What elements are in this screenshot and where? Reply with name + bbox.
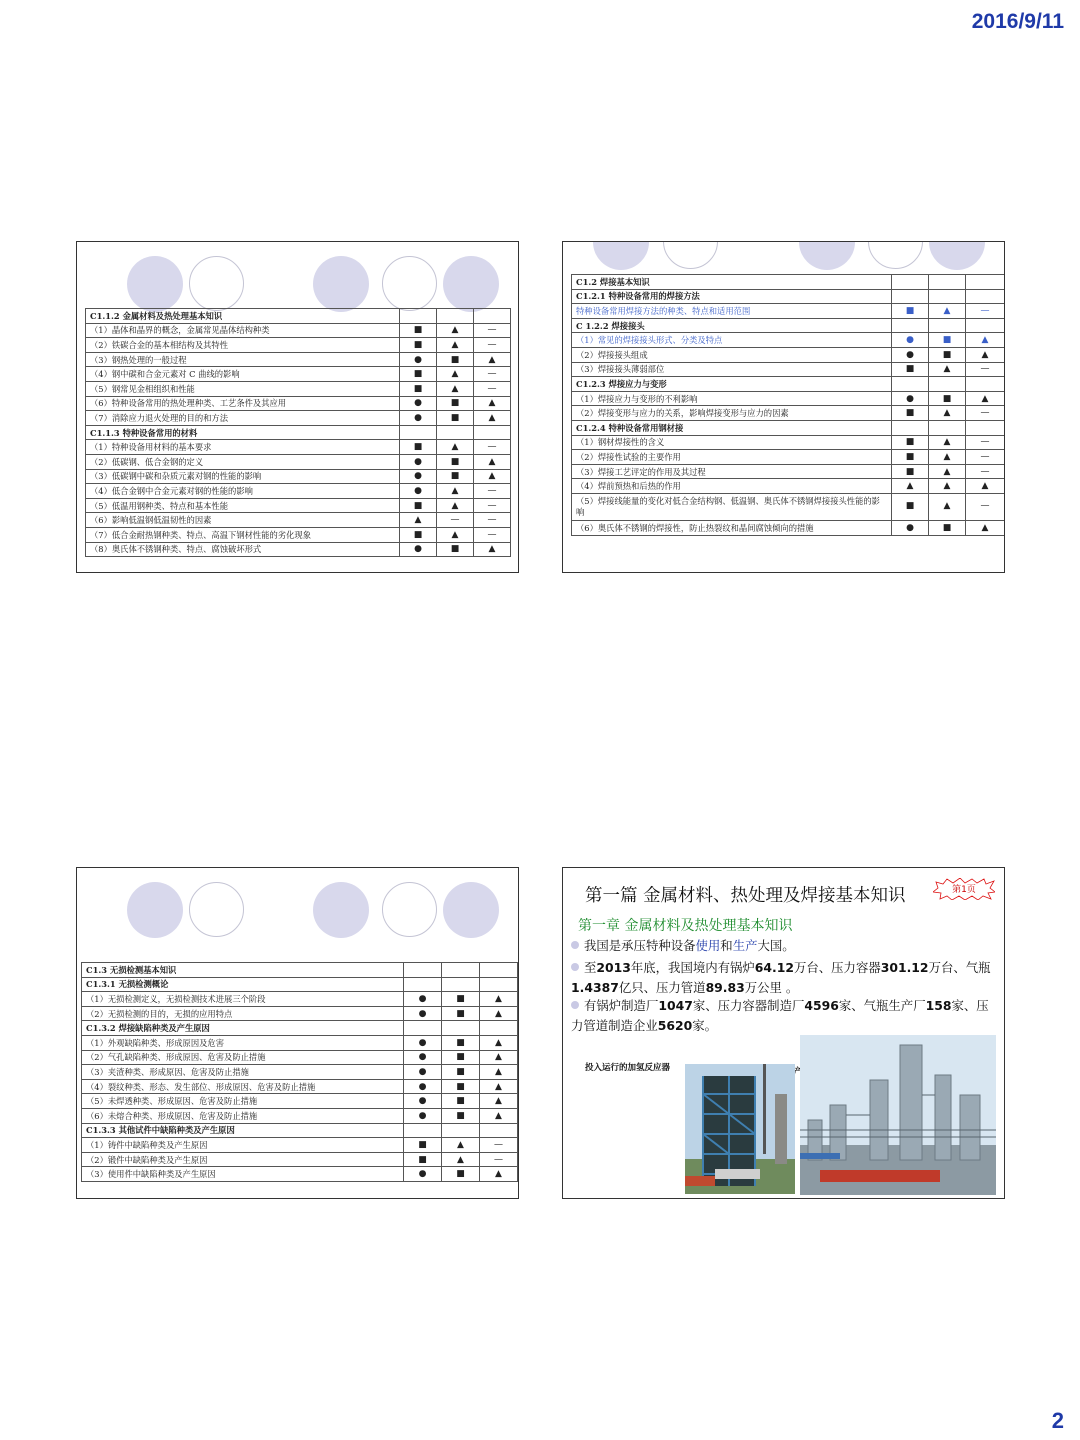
- requirement-level-cell: ▲: [929, 450, 966, 465]
- table-row: [82, 1108, 518, 1123]
- requirement-level-cell: ■: [437, 411, 474, 426]
- requirement-level-cell: ●: [400, 411, 437, 426]
- requirement-level-cell: [442, 1123, 480, 1138]
- bullet-2: 至2013年底，我国境内有锅炉64.12万台、压力容器301.12万台、气瓶1.4387亿只、压力管道89.83万公里 。: [571, 960, 991, 995]
- slide-thumbnail-1: [76, 241, 519, 573]
- row-label: （2）焊接接头组成: [572, 347, 892, 362]
- requirement-level-cell: [892, 318, 929, 333]
- requirement-level-cell: [929, 377, 966, 392]
- requirement-level-cell: ■: [400, 367, 437, 382]
- requirement-level-cell: ●: [400, 352, 437, 367]
- requirement-level-cell: ■: [437, 352, 474, 367]
- requirement-level-cell: —: [474, 323, 511, 338]
- table-row: [82, 1050, 518, 1065]
- table-row: [86, 454, 511, 469]
- requirement-level-cell: —: [474, 527, 511, 542]
- table-row: [82, 1167, 518, 1182]
- syllabus-table-3: [81, 962, 518, 1182]
- requirement-level-cell: [437, 425, 474, 440]
- requirement-level-cell: ▲: [929, 479, 966, 494]
- requirement-level-cell: —: [474, 498, 511, 513]
- requirement-level-cell: [892, 289, 929, 304]
- requirement-level-cell: ▲: [442, 1138, 480, 1153]
- table-row: [572, 464, 1005, 479]
- requirement-level-cell: ■: [892, 362, 929, 377]
- requirement-level-cell: ▲: [892, 479, 929, 494]
- table-row: [86, 498, 511, 513]
- requirement-level-cell: —: [437, 513, 474, 528]
- requirement-level-cell: ▲: [474, 411, 511, 426]
- requirement-level-cell: ■: [400, 527, 437, 542]
- table-row: [86, 484, 511, 499]
- requirement-level-cell: ▲: [929, 406, 966, 421]
- requirement-level-cell: ■: [437, 542, 474, 557]
- requirement-level-cell: ▲: [437, 338, 474, 353]
- table-row: [86, 440, 511, 455]
- requirement-level-cell: ▲: [437, 367, 474, 382]
- requirement-level-cell: —: [966, 362, 1005, 377]
- row-label: （2）焊接性试验的主要作用: [572, 450, 892, 465]
- requirement-level-cell: [442, 977, 480, 992]
- row-label: （1）焊接应力与变形的不利影响: [572, 391, 892, 406]
- row-label: （2）低碳钢、低合金钢的定义: [86, 454, 400, 469]
- requirement-level-cell: [474, 309, 511, 324]
- bullet-3: 有锅炉制造厂1047家、压力容器制造厂4596家、气瓶生产厂158家、压力管道制造企业5620家。: [571, 998, 989, 1033]
- requirement-level-cell: ●: [400, 396, 437, 411]
- requirement-level-cell: ▲: [480, 1065, 518, 1080]
- row-label: （3）焊接接头薄弱部位: [572, 362, 892, 377]
- row-label: （6）未熔合种类、形成原因、危害及防止措施: [82, 1108, 404, 1123]
- requirement-level-cell: ■: [892, 304, 929, 319]
- table-section-header: [86, 309, 511, 324]
- requirement-level-cell: ■: [400, 498, 437, 513]
- requirement-level-cell: [442, 963, 480, 978]
- table-row: [86, 367, 511, 382]
- table-row: [86, 411, 511, 426]
- requirement-level-cell: ■: [400, 323, 437, 338]
- row-label: （2）气孔缺陷种类、形成原因、危害及防止措施: [82, 1050, 404, 1065]
- row-label: （1）常见的焊接接头形式、分类及特点: [572, 333, 892, 348]
- requirement-level-cell: [480, 977, 518, 992]
- bullet-dot: [571, 941, 579, 949]
- requirement-level-cell: [929, 420, 966, 435]
- requirement-level-cell: [480, 963, 518, 978]
- row-label: （3）钢热处理的一般过程: [86, 352, 400, 367]
- requirement-level-cell: ▲: [966, 479, 1005, 494]
- requirement-level-cell: ●: [400, 484, 437, 499]
- requirement-level-cell: [966, 318, 1005, 333]
- row-label: （3）低碳钢中碳和杂质元素对钢的性能的影响: [86, 469, 400, 484]
- table-row: [86, 469, 511, 484]
- requirement-level-cell: ▲: [474, 352, 511, 367]
- requirement-level-cell: ▲: [442, 1152, 480, 1167]
- requirement-level-cell: [966, 420, 1005, 435]
- table-row: [82, 1065, 518, 1080]
- decorative-circles: [563, 241, 1004, 270]
- row-label: （1）特种设备用材料的基本要求: [86, 440, 400, 455]
- requirement-level-cell: ▲: [480, 1050, 518, 1065]
- table-row: [572, 520, 1005, 535]
- requirement-level-cell: ■: [404, 1152, 442, 1167]
- requirement-level-cell: ▲: [480, 1108, 518, 1123]
- requirement-level-cell: ▲: [437, 381, 474, 396]
- row-label: （7）消除应力退火处理的目的和方法: [86, 411, 400, 426]
- table-row: [86, 396, 511, 411]
- requirement-level-cell: ■: [929, 520, 966, 535]
- requirement-level-cell: ■: [442, 1079, 480, 1094]
- requirement-level-cell: [966, 289, 1005, 304]
- requirement-level-cell: ▲: [929, 362, 966, 377]
- requirement-level-cell: ●: [404, 1167, 442, 1182]
- requirement-level-cell: ■: [892, 406, 929, 421]
- row-label: （5）焊接线能量的变化对低合金结构钢、低温钢、奥氏体不锈钢焊接接头性能的影响: [572, 493, 892, 520]
- row-label: C1.3.3 其他试件中缺陷种类及产生原因: [82, 1123, 404, 1138]
- requirement-level-cell: ▲: [929, 493, 966, 520]
- requirement-level-cell: ▲: [437, 440, 474, 455]
- requirement-level-cell: ●: [892, 347, 929, 362]
- table-row: [82, 1035, 518, 1050]
- requirement-level-cell: ■: [442, 1065, 480, 1080]
- table-section-header: [572, 275, 1005, 290]
- row-label: C1.1.2 金属材料及热处理基本知识: [86, 309, 400, 324]
- requirement-level-cell: [404, 1123, 442, 1138]
- slide-title: 第一篇 金属材料、热处理及焊接基本知识: [585, 886, 906, 906]
- requirement-level-cell: ■: [442, 992, 480, 1007]
- table-row: [82, 1079, 518, 1094]
- row-label: （5）未焊透种类、形成原因、危害及防止措施: [82, 1094, 404, 1109]
- bullet-dot: [571, 1001, 579, 1009]
- row-label: C1.2 焊接基本知识: [572, 275, 892, 290]
- requirement-level-cell: ▲: [480, 1035, 518, 1050]
- row-label: （2）铁碳合金的基本相结构及其特性: [86, 338, 400, 353]
- requirement-level-cell: ▲: [474, 469, 511, 484]
- row-label: 特种设备常用焊接方法的种类、特点和适用范围: [572, 304, 892, 319]
- table-row: [86, 542, 511, 557]
- row-label: （3）夹渣种类、形成原因、危害及防止措施: [82, 1065, 404, 1080]
- requirement-level-cell: [929, 275, 966, 290]
- requirement-level-cell: ▲: [966, 347, 1005, 362]
- table-row: [572, 347, 1005, 362]
- table-row: [572, 435, 1005, 450]
- requirement-level-cell: ■: [442, 1167, 480, 1182]
- table-section-header: [82, 977, 518, 992]
- table-row: [86, 513, 511, 528]
- requirement-level-cell: [400, 309, 437, 324]
- requirement-level-cell: —: [480, 1152, 518, 1167]
- requirement-level-cell: —: [474, 484, 511, 499]
- row-label: （4）焊前预热和后热的作用: [572, 479, 892, 494]
- slide-thumbnail-3: [76, 867, 519, 1199]
- requirement-level-cell: [437, 309, 474, 324]
- table-section-header: [572, 289, 1005, 304]
- table-section-header: [82, 1021, 518, 1036]
- requirement-level-cell: ●: [400, 542, 437, 557]
- requirement-level-cell: ■: [400, 440, 437, 455]
- row-label: （5）钢常见金相组织和性能: [86, 381, 400, 396]
- requirement-level-cell: ●: [892, 520, 929, 535]
- row-label: （8）奥氏体不锈钢种类、特点、腐蚀破坏形式: [86, 542, 400, 557]
- row-label: C1.2.4 特种设备常用钢材接: [572, 420, 892, 435]
- requirement-level-cell: ■: [892, 450, 929, 465]
- requirement-level-cell: ■: [929, 391, 966, 406]
- requirement-level-cell: ■: [404, 1138, 442, 1153]
- row-label: （4）钢中碳和合金元素对 C 曲线的影响: [86, 367, 400, 382]
- decorative-circles: [77, 242, 518, 312]
- requirement-level-cell: ▲: [437, 527, 474, 542]
- table-row: [82, 1138, 518, 1153]
- requirement-level-cell: ●: [404, 1065, 442, 1080]
- requirement-level-cell: —: [966, 493, 1005, 520]
- page-badge-label: 第1页: [952, 885, 976, 895]
- requirement-level-cell: ■: [437, 454, 474, 469]
- table-section-header: [572, 420, 1005, 435]
- row-label: （4）低合金钢中合金元素对钢的性能的影响: [86, 484, 400, 499]
- row-label: （3）使用件中缺陷种类及产生原因: [82, 1167, 404, 1182]
- requirement-level-cell: [404, 1021, 442, 1036]
- requirement-level-cell: ●: [404, 992, 442, 1007]
- requirement-level-cell: ■: [929, 333, 966, 348]
- requirement-level-cell: [892, 275, 929, 290]
- requirement-level-cell: ●: [892, 333, 929, 348]
- table-row: [86, 381, 511, 396]
- requirement-level-cell: [404, 963, 442, 978]
- requirement-level-cell: ●: [892, 391, 929, 406]
- table-row: [86, 338, 511, 353]
- requirement-level-cell: —: [966, 450, 1005, 465]
- requirement-level-cell: —: [474, 513, 511, 528]
- requirement-level-cell: ▲: [966, 333, 1005, 348]
- requirement-level-cell: —: [474, 367, 511, 382]
- row-label: （2）焊接变形与应力的关系，影响焊接变形与应力的因素: [572, 406, 892, 421]
- row-label: （1）外观缺陷种类、形成原因及危害: [82, 1035, 404, 1050]
- requirement-level-cell: —: [966, 435, 1005, 450]
- row-label: （1）无损检测定义，无损检测技术进展三个阶段: [82, 992, 404, 1007]
- requirement-level-cell: ■: [892, 464, 929, 479]
- row-label: （2）锻件中缺陷种类及产生原因: [82, 1152, 404, 1167]
- table-row: [86, 352, 511, 367]
- table-row: [82, 992, 518, 1007]
- table-row: [86, 527, 511, 542]
- requirement-level-cell: ■: [929, 347, 966, 362]
- row-label: （1）铸件中缺陷种类及产生原因: [82, 1138, 404, 1153]
- requirement-level-cell: —: [966, 464, 1005, 479]
- syllabus-table-1: [85, 308, 511, 557]
- chapter-heading: 第一章 金属材料及热处理基本知识: [578, 918, 793, 934]
- requirement-level-cell: —: [966, 304, 1005, 319]
- requirement-level-cell: ▲: [474, 542, 511, 557]
- requirement-level-cell: [480, 1021, 518, 1036]
- table-row: [572, 362, 1005, 377]
- bullet-1: 我国是承压特种设备使用和生产大国。: [571, 936, 991, 956]
- row-label: C 1.2.2 焊接接头: [572, 318, 892, 333]
- table-row: [86, 323, 511, 338]
- requirement-level-cell: [474, 425, 511, 440]
- slide-thumbnail-4: [562, 867, 1005, 1199]
- requirement-level-cell: —: [474, 338, 511, 353]
- requirement-level-cell: ▲: [474, 454, 511, 469]
- row-label: （6）特种设备常用的热处理种类、工艺条件及其应用: [86, 396, 400, 411]
- requirement-level-cell: ▲: [437, 484, 474, 499]
- requirement-level-cell: [892, 377, 929, 392]
- row-label: （3）焊接工艺评定的作用及其过程: [572, 464, 892, 479]
- requirement-level-cell: [442, 1021, 480, 1036]
- table-row: [82, 1094, 518, 1109]
- table-section-header: [82, 1123, 518, 1138]
- requirement-level-cell: [400, 425, 437, 440]
- requirement-level-cell: —: [966, 406, 1005, 421]
- requirement-level-cell: ■: [892, 493, 929, 520]
- table-section-header: [82, 963, 518, 978]
- requirement-level-cell: ▲: [929, 435, 966, 450]
- row-label: （6）奥氏体不锈钢的焊接性，防止热裂纹和晶间腐蚀倾向的措施: [572, 520, 892, 535]
- row-label: C1.3.1 无损检测概论: [82, 977, 404, 992]
- row-label: C1.2.1 特种设备常用的焊接方法: [572, 289, 892, 304]
- requirement-level-cell: ▲: [480, 1167, 518, 1182]
- table-row: [572, 493, 1005, 520]
- requirement-level-cell: ■: [442, 1108, 480, 1123]
- requirement-level-cell: ▲: [480, 1079, 518, 1094]
- requirement-level-cell: ●: [404, 1050, 442, 1065]
- refinery-photo: [800, 1035, 996, 1195]
- table-row: [82, 1152, 518, 1167]
- row-label: （4）裂纹种类、形态、发生部位、形成原因、危害及防止措施: [82, 1079, 404, 1094]
- requirement-level-cell: [480, 1123, 518, 1138]
- requirement-level-cell: [929, 318, 966, 333]
- row-label: （1）晶体和晶界的概念，金属常见晶体结构种类: [86, 323, 400, 338]
- table-row: [572, 479, 1005, 494]
- page-number: 2: [1051, 1408, 1064, 1433]
- requirement-level-cell: [966, 275, 1005, 290]
- table-row: [82, 1006, 518, 1021]
- requirement-level-cell: [404, 977, 442, 992]
- requirement-level-cell: ▲: [437, 323, 474, 338]
- requirement-level-cell: ■: [400, 338, 437, 353]
- requirement-level-cell: ■: [892, 435, 929, 450]
- header-date: 2016/9/11: [971, 10, 1064, 33]
- syllabus-table-2: [571, 274, 1005, 536]
- hydrogenation-reactor-photo: [685, 1064, 795, 1194]
- table-row: [572, 391, 1005, 406]
- requirement-level-cell: —: [474, 381, 511, 396]
- requirement-level-cell: ■: [442, 1006, 480, 1021]
- photo1-caption: 投入运行的加氢反应器: [585, 1063, 671, 1073]
- row-label: （5）低温用钢种类、特点和基本性能: [86, 498, 400, 513]
- requirement-level-cell: ●: [404, 1035, 442, 1050]
- table-row: [572, 333, 1005, 348]
- row-label: （1）钢材焊接性的含义: [572, 435, 892, 450]
- requirement-level-cell: [892, 420, 929, 435]
- requirement-level-cell: ■: [442, 1094, 480, 1109]
- requirement-level-cell: ●: [404, 1094, 442, 1109]
- requirement-level-cell: ▲: [437, 498, 474, 513]
- page-badge: [933, 878, 995, 900]
- row-label: （7）低合金耐热钢种类、特点、高温下钢材性能的劣化现象: [86, 527, 400, 542]
- requirement-level-cell: ●: [404, 1006, 442, 1021]
- requirement-level-cell: —: [480, 1138, 518, 1153]
- requirement-level-cell: ●: [404, 1108, 442, 1123]
- requirement-level-cell: [966, 377, 1005, 392]
- requirement-level-cell: ■: [437, 469, 474, 484]
- requirement-level-cell: ■: [400, 381, 437, 396]
- requirement-level-cell: —: [474, 440, 511, 455]
- row-label: C1.3 无损检测基本知识: [82, 963, 404, 978]
- table-row: [572, 304, 1005, 319]
- requirement-level-cell: ■: [442, 1050, 480, 1065]
- table-section-header: [572, 377, 1005, 392]
- requirement-level-cell: ■: [437, 396, 474, 411]
- row-label: C1.1.3 特种设备常用的材料: [86, 425, 400, 440]
- requirement-level-cell: ▲: [480, 1006, 518, 1021]
- bullet-dot: [571, 963, 579, 971]
- requirement-level-cell: ▲: [929, 464, 966, 479]
- requirement-level-cell: ●: [400, 469, 437, 484]
- requirement-level-cell: ■: [442, 1035, 480, 1050]
- requirement-level-cell: [929, 289, 966, 304]
- requirement-level-cell: ▲: [966, 520, 1005, 535]
- row-label: （6）影响低温钢低温韧性的因素: [86, 513, 400, 528]
- requirement-level-cell: ▲: [480, 1094, 518, 1109]
- requirement-level-cell: ●: [404, 1079, 442, 1094]
- row-label: （2）无损检测的目的，无损的应用特点: [82, 1006, 404, 1021]
- row-label: C1.3.2 焊接缺陷种类及产生原因: [82, 1021, 404, 1036]
- requirement-level-cell: ▲: [400, 513, 437, 528]
- table-section-header: [572, 318, 1005, 333]
- requirement-level-cell: ▲: [966, 391, 1005, 406]
- decorative-circles: [77, 868, 518, 938]
- requirement-level-cell: ▲: [480, 992, 518, 1007]
- table-section-header: [86, 425, 511, 440]
- table-row: [572, 406, 1005, 421]
- requirement-level-cell: ●: [400, 454, 437, 469]
- requirement-level-cell: ▲: [474, 396, 511, 411]
- slide-thumbnail-2: [562, 241, 1005, 573]
- requirement-level-cell: ▲: [929, 304, 966, 319]
- row-label: C1.2.3 焊接应力与变形: [572, 377, 892, 392]
- table-row: [572, 450, 1005, 465]
